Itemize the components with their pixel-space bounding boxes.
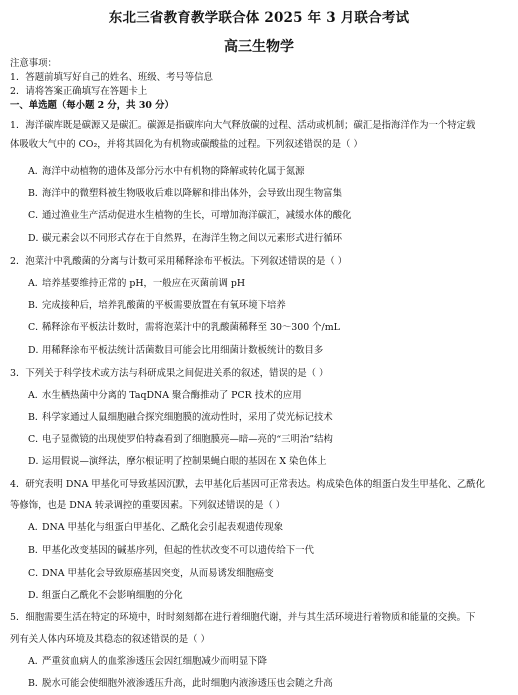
option-letter: B． xyxy=(28,412,45,423)
option-text: 海洋中的微塑料被生物吸收后难以降解和排出体外，会导致出现生物富集 xyxy=(42,188,343,199)
exam-title: 东北三省教育教学联合体 2025 年 3 月联合考试 xyxy=(108,10,410,26)
option-letter: D． xyxy=(28,456,45,467)
option-letter: D． xyxy=(28,233,45,244)
option-letter: C． xyxy=(28,322,45,333)
question-option xyxy=(28,233,342,245)
question-option xyxy=(28,590,183,602)
question-stem-line: 体吸收大气中的 CO₂，并将其固化为有机物或碳酸盐的过程。下列叙述错误的是（ ） xyxy=(10,139,363,150)
option-letter: B． xyxy=(28,300,45,311)
option-text: 科学家通过人鼠细胞融合探究细胞膜的流动性时，采用了荧光标记技术 xyxy=(42,412,333,423)
option-letter: A． xyxy=(28,278,45,289)
option-text: 完成接种后，培养乳酸菌的平板需要放置在有氧环境下培养 xyxy=(42,300,286,311)
option-text: 运用假说—演绎法，摩尔根证明了控制果蝇白眼的基因在 X 染色体上 xyxy=(42,456,327,467)
question-option xyxy=(28,300,286,312)
question-stem-line: 5．细胞需要生活在特定的环境中，时时刻刻都在进行着细胞代谢，并与其生活环境进行着物质和能量的交换。下 xyxy=(10,612,476,623)
question-option xyxy=(28,188,342,200)
question-option xyxy=(28,434,333,446)
question-option xyxy=(28,278,245,290)
option-text: 组蛋白乙酰化不会影响细胞的分化 xyxy=(42,590,183,601)
option-text: 稀释涂布平板法计数时，需将泡菜汁中的乳酸菌稀释至 30～300 个/mL xyxy=(42,322,340,333)
question-stem-line: 1．海洋碳库既是碳源又是碳汇。碳源是指碳库向大气释放碳的过程、活动或机制；碳汇是指海洋作为一个特定载 xyxy=(10,120,476,131)
option-text: DNA 甲基化会导致原癌基因突变，从而易诱发细胞癌变 xyxy=(42,568,274,579)
question-option xyxy=(28,522,283,534)
option-text: 碳元素会以不同形式存在于自然界，在海洋生物之间以元素形式进行循环 xyxy=(42,233,343,244)
option-letter: D． xyxy=(28,590,45,601)
question-stem-line: 2．泡菜汁中乳酸菌的分离与计数可采用稀释涂布平板法。下列叙述错误的是（ ） xyxy=(10,256,348,267)
option-letter: B． xyxy=(28,678,45,689)
section-heading: 一、单选题（每小题 2 分，共 30 分） xyxy=(10,100,174,111)
option-letter: A． xyxy=(28,522,45,533)
question-stem-line: 3．下列关于科学技术或方法与科研成果之间促进关系的叙述，错误的是（ ） xyxy=(10,368,329,379)
option-letter: B． xyxy=(28,545,45,556)
question-option xyxy=(28,456,327,468)
option-letter: B． xyxy=(28,188,45,199)
question-option xyxy=(28,412,333,424)
question-option xyxy=(28,345,323,357)
option-letter: D． xyxy=(28,345,45,356)
notes-heading: 注意事项： xyxy=(10,58,57,69)
option-text: 海洋中动植物的遗体及部分污水中有机物的降解或转化属于氮源 xyxy=(42,166,305,177)
option-letter: A． xyxy=(28,656,45,667)
question-option xyxy=(28,210,351,222)
option-text: 培养基要维持正常的 pH，一般应在灭菌前调 pH xyxy=(42,278,246,289)
exam-subject: 高三生物学 xyxy=(224,39,294,55)
option-text: 水生栖热菌中分离的 TaqDNA 聚合酶推动了 PCR 技术的应用 xyxy=(42,390,302,401)
notes-item: 1．答题前填写好自己的姓名、班级、考号等信息 xyxy=(10,72,213,83)
option-text: 严重贫血病人的血浆渗透压会因红细胞减少而明显下降 xyxy=(42,656,268,667)
option-text: 甲基化改变基因的碱基序列，但起的性状改变不可以遗传给下一代 xyxy=(42,545,314,556)
question-option xyxy=(28,656,267,668)
notes-item: 2．请将答案正确填写在答题卡上 xyxy=(10,86,148,97)
option-letter: A． xyxy=(28,390,45,401)
option-text: 电子显微镜的出现使罗伯特森看到了细胞膜亮—暗—亮的“三明治”结构 xyxy=(42,434,333,445)
question-stem-line: 4．研究表明 DNA 甲基化可导致基因沉默，去甲基化后基因可正常表达。构成染色体的组蛋白发生甲基化、乙酰化 xyxy=(10,479,486,490)
question-option xyxy=(28,678,333,690)
option-letter: C． xyxy=(28,568,45,579)
question-option xyxy=(28,568,274,580)
option-text: 用稀释涂布平板法统计活菌数目可能会比用细菌计数板统计的数目多 xyxy=(42,345,324,356)
option-letter: A． xyxy=(28,166,45,177)
option-text: DNA 甲基化与组蛋白甲基化、乙酰化会引起表观遗传现象 xyxy=(42,522,284,533)
question-option xyxy=(28,390,302,402)
question-option xyxy=(28,545,314,557)
question-stem-line: 列有关人体内环境及其稳态的叙述错误的是（ ） xyxy=(10,634,210,645)
question-option xyxy=(28,166,305,178)
option-text: 通过渔业生产活动促进水生植物的生长，可增加海洋碳汇，减缓水体的酸化 xyxy=(42,210,352,221)
option-letter: C． xyxy=(28,210,45,221)
option-letter: C． xyxy=(28,434,45,445)
option-text: 脱水可能会使细胞外液渗透压升高，此时细胞内液渗透压也会随之升高 xyxy=(42,678,333,689)
question-stem-line: 等修饰，也是 DNA 转录调控的重要因素。下列叙述错误的是（ ） xyxy=(10,500,286,511)
question-option xyxy=(28,322,340,334)
